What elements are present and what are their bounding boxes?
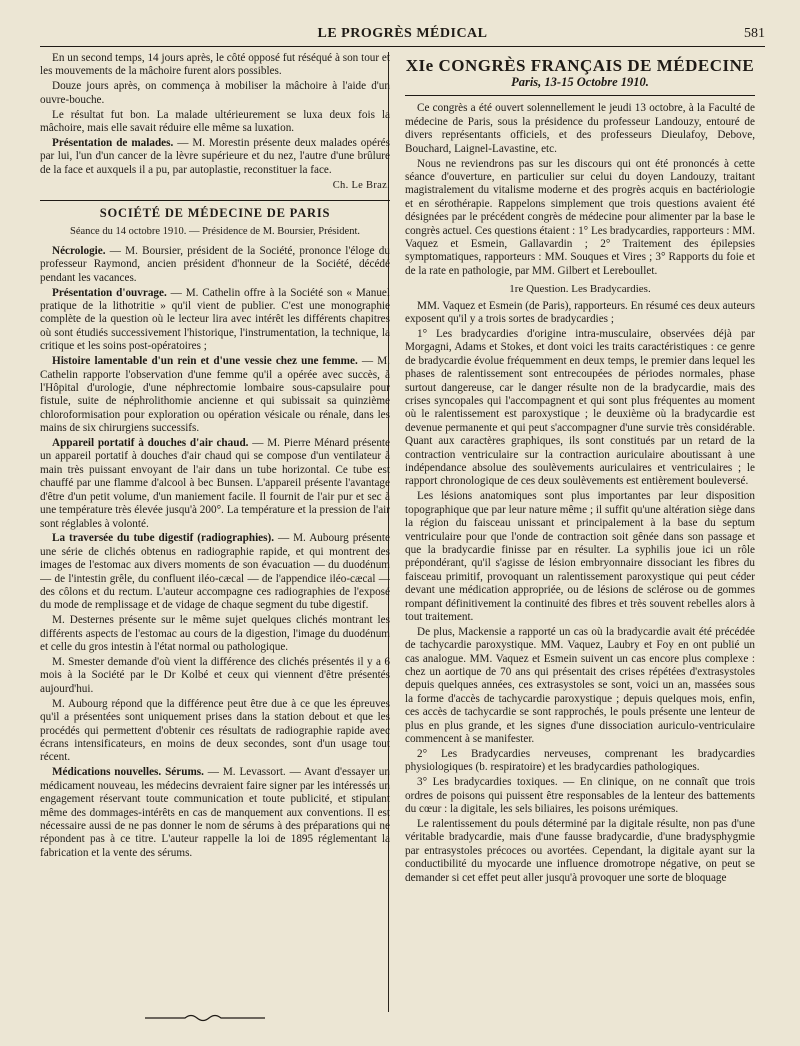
congress-title: XIe CONGRÈS FRANÇAIS DE MÉDECINE — [405, 56, 755, 75]
intro-paragraph: Le résultat fut bon. La malade ultérieurement se luxa deux fois la mâchoire, mais elle savait réduire elle même sa luxation. — [40, 108, 390, 135]
article-paragraph: Nous ne reviendrons pas sur les discours qui ont été prononcés à cette séance d'ouverture, en particulier sur celui du doyen Landouzy, traitant magistralement du vitalisme moderne et des progrès acquis en bactériologie et en sérothérapie. Rappelons simplement que trois questions avaient été désignées par le précédent congrès de médecine pour alimenter par la base le congrès actuel. Ces questions étaient : 1° Les bradycardies, rapporteurs : MM. Vaquez et Esmein, Gallavardin ; 2° Traitement des épilepsies symptomatiques, rapporteurs : MM. Souques et Vires ; 3° Rapports du foie et de la rate en pathologie, par MM. Gilbert et Lereboullet. — [405, 157, 755, 277]
society-title: SOCIÉTÉ DE MÉDECINE DE PARIS — [40, 200, 390, 220]
paragraph-text: M. Smester demande d'où vient la différence des clichés présentés il y a 6 mois à la Société par le Dr Kolbé et ceux qui viennent d'être présentés aujourd'hui. — [40, 656, 390, 695]
end-ornament — [145, 1012, 265, 1024]
paragraph-text: — M. Morestin présente deux malades opérés par lui, l'un d'un cancer de la lèvre supérieure et du nez, l'autre d'une brûlure de la face et auxquels il a pu, par autoplastie, reconstituer la face. — [40, 136, 390, 176]
signature: Ch. Le Braz. — [332, 179, 390, 191]
article-paragraph: MM. Vaquez et Esmein (de Paris), rapporteurs. En résumé ces deux auteurs exposent qu'il y a trois sortes de bradycardies ; — [405, 299, 755, 325]
left-column — [40, 52, 390, 1027]
society-paragraph — [40, 287, 390, 354]
intro-paragraph: Douze jours après, on commença à mobiliser la mâchoire à l'aide d'un ouvre-bouche. — [40, 80, 390, 106]
paragraph-text: M. Desternes présente sur le même sujet quelques clichés montrant les différents aspects de l'estomac au cours de la digestion, l'image du duodénum et celle du gros intestin à l'état normal ou pathologique. — [40, 614, 390, 654]
society-paragraph — [40, 532, 390, 612]
congress-subtitle: Paris, 13-15 Octobre 1910. — [405, 76, 755, 96]
paragraph-heading: Nécrologie. — [52, 244, 106, 257]
society-paragraph — [40, 656, 390, 696]
paragraph-heading: Appareil portatif à douches d'air chaud. — [52, 437, 249, 450]
paragraph-heading: Histoire lamentable d'un rein et d'une vessie chez une femme. — [52, 355, 358, 368]
society-paragraph — [40, 245, 390, 285]
paragraph-text: — M. Levassort. — Avant d'essayer un médicament nouveau, les médecins devraient faire signer par les intéressés un engagement réservant toute communication et toute publicité, et stipulant même des dommages-intérêts en cas de manquement aux conventions. Il est nécessaire aussi de ne pas donner le nom de sérums à des préparations qui ne répondent pas à ce titre. L'auteur rappelle la loi de 1895 réglementant la fabrication et la vente des sérums. — [40, 766, 390, 859]
society-paragraph — [40, 614, 390, 654]
paragraph-heading: Présentation d'ouvrage. — [52, 286, 167, 299]
right-column — [405, 52, 755, 1027]
society-paragraph — [40, 355, 390, 435]
society-minutes — [40, 245, 390, 860]
paragraph-text: — M. Aubourg présente une série de clichés obtenus en radiographie rapide, et qui montrent des images de l'estomac aux divers moments de son évacuation — du duodénum — de l'intestin grêle, du confluent iléo-cæcal — de l'appendice iléo-cæcal — des côlons et du rectum. L'auteur accompagne ces radiographies de l'exposé du mode de remplissage et de vidage de chaque segment du tube digestif. — [40, 532, 390, 612]
paragraph-heading: Médications nouvelles. Sérums. — [52, 766, 204, 779]
page-number: 581 — [744, 26, 765, 41]
article-paragraph: 2° Les Bradycardies nerveuses, comprenant les bradycardies physiologiques (b. respiratoire) et les bradycardies pathologiques. — [405, 748, 755, 774]
bradycardies-text — [405, 300, 755, 885]
paragraph-text: — M. Pierre Ménard présente un appareil portatif à douches d'air chaud qui se compose d'un ventilateur à main très puissant envoyant de l'air dans un tube horizontal. Ce tube est chauffé par une flamme d'alcool à bec Bunsen. L'appareil présente l'avantage d'être d'un petit volume, d'un maniement facile. Il fournit de l'air pur et sec à une température très élevée jusqu'à 200°. La température et la pression de l'air sont réglables à volonté. — [40, 437, 390, 530]
article-paragraph: Ce congrès a été ouvert solennellement le jeudi 13 octobre, à la Faculté de médecine de Paris, sous la présidence du professeur Landouzy, entouré de divers représentants officiels, et des professeurs Dieulafoy, Debove, Bouchard, Laignel-Lavastine, etc. — [405, 102, 755, 155]
presentation-malades — [40, 137, 390, 177]
paragraph-text: M. Aubourg répond que la différence peut être due à ce que les épreuves qu'il a présentées sont uniquement prises dans la station debout et que les procédés qui permettent d'obtenir ces résultats de radiographie rapide avec écrans intensificateurs, en moins de deux secondes, sont d'un usage tout récent. — [40, 697, 390, 764]
article-paragraph: Les lésions anatomiques sont plus importantes par leur disposition topographique que par leur nature même ; il suffit qu'une altération siège dans la région du faisceau unissant et principalement à la base du septum ventriculaire pour que l'onde de contraction soit gênée dans son passage et que la bradycardie finisse par en résulter. La syphilis joue ici un rôle prépondérant, qu'il s'agisse de lésion embryonnaire dissociant les fibres du faisceau primitif, provoquant un ralentissement paroxystique qui peut céder devant une médication appropriée, ou de lésions de sclérose ou de gommes rompant définitivement la continuité des fibres et très souvent rebelles alors à tout traitement. — [405, 490, 755, 623]
paragraph-text: — M. Boursier, président de la Société, prononce l'éloge du professeur Raymond, ancien président d'honneur de la Société, décédé pendant les vacances. — [40, 244, 390, 284]
question-title: 1re Question. Les Bradycardies. — [509, 283, 651, 296]
paragraph-text: — M. Cathelin rapporte l'observation d'une femme qu'il a opérée avec succès, à l'Hôpital d'urologie, d'une néphrectomie lombaire sous-capsulaire pour fistule, suite de néphrolithomie ancienne et qui subissait sa quinzième chloroformisation pour exploration ou opération vésicale ou rénale, dans les mains de six chirurgiens successifs. — [40, 355, 390, 435]
society-paragraph — [40, 766, 390, 860]
article-paragraph: 3° Les bradycardies toxiques. — En clinique, on ne connaît que trois ordres de poisons qui puissent être responsables de la lenteur des battements du cœur : la digitale, les sels biliaires, les poisons urémiques. — [405, 776, 755, 816]
page-header — [40, 24, 765, 47]
paragraph-text: — M. Cathelin offre à la Société son « Manuel pratique de la lithotritie » qu'il vient de publier. C'est une monographie complète de la question où le lecteur lira avec intérêt les différents chapitres où sont étudiés successivement l'historique, l'instrumentation, la technique, la critique et les soins post-opératoires ; — [40, 286, 390, 353]
journal-title: LE PROGRÈS MÉDICAL — [317, 26, 488, 41]
society-paragraph — [40, 437, 390, 531]
society-paragraph — [40, 698, 390, 765]
article-paragraph: De plus, Mackensie a rapporté un cas où la bradycardie avait été précédée de tachycardie paroxystique. MM. Vaquez, Laubry et Foy en ont publié un cas analogue. MM. Vaquez et Esmein suivent un cas encore plus complexe : chez un aortique de 70 ans qui présentait des crises répétées d'extrasystoles depuis quelques années, ces extrasystoles se sont, voici un an, massées sous la forme d'accès de tachycardie paroxystique ; depuis quelques mois, enfin, ces accès de tachycardie se sont rapprochés, le pouls présente une lenteur de plus en plus grande, et les signes d'une dissociation auriculo-ventriculaire commencent à se manifester. — [405, 625, 755, 746]
paragraph-heading: Présentation de malades. — [52, 136, 174, 149]
article-paragraph: 1° Les bradycardies d'origine intra-musculaire, observées déjà par Morgagni, Adams et Stokes, et dont voici les traits caractéristiques : ce genre de bradycardie évolue fréquemment en deux temps, le premier dans lequel les phases de ralentissement sont entrecoupées de périodes normales, phase surtout dangereuse, car le danger résulte non de la bradycardie, mais des crises syncopales qui l'accompagnent et qui sont plus fréquentes au moment où le ralentissement est paroxystique ; le deuxième où la bradycardie est devenue permanente et qui peut s'accompagner d'une survie très considérable. Quant aux caractères graphiques, ils sont constitués par un retard de la contraction ventriculaire sur la contraction auriculaire aboutissant à une indépendance absolue des soulèvements auriculaires et ventriculaires ; le rapport chronologique de ces deux soulèvements est entièrement bouleversé. — [405, 327, 755, 488]
article-paragraph: Le ralentissement du pouls déterminé par la digitale résulte, non pas d'une véritable bradycardie, mais d'une fausse bradycardie, d'une bradysphygmie par entrasystoles précoces ou avortées. Cependant, la digitale ayant sur la conductibilité du myocarde une influence dromotrope négative, on peut se demander si cet effet peut aller jusqu'à provoquer une sorte de bloquage — [405, 818, 755, 884]
seance-line: Séance du 14 octobre 1910. — Présidence de M. Boursier, Président. — [69, 226, 360, 238]
paragraph-heading: La traversée du tube digestif (radiographies). — [52, 532, 275, 545]
intro-paragraph: En un second temps, 14 jours après, le côté opposé fut réséqué à son tour et les mouvements de la mâchoire furent alors possibles. — [40, 52, 390, 78]
